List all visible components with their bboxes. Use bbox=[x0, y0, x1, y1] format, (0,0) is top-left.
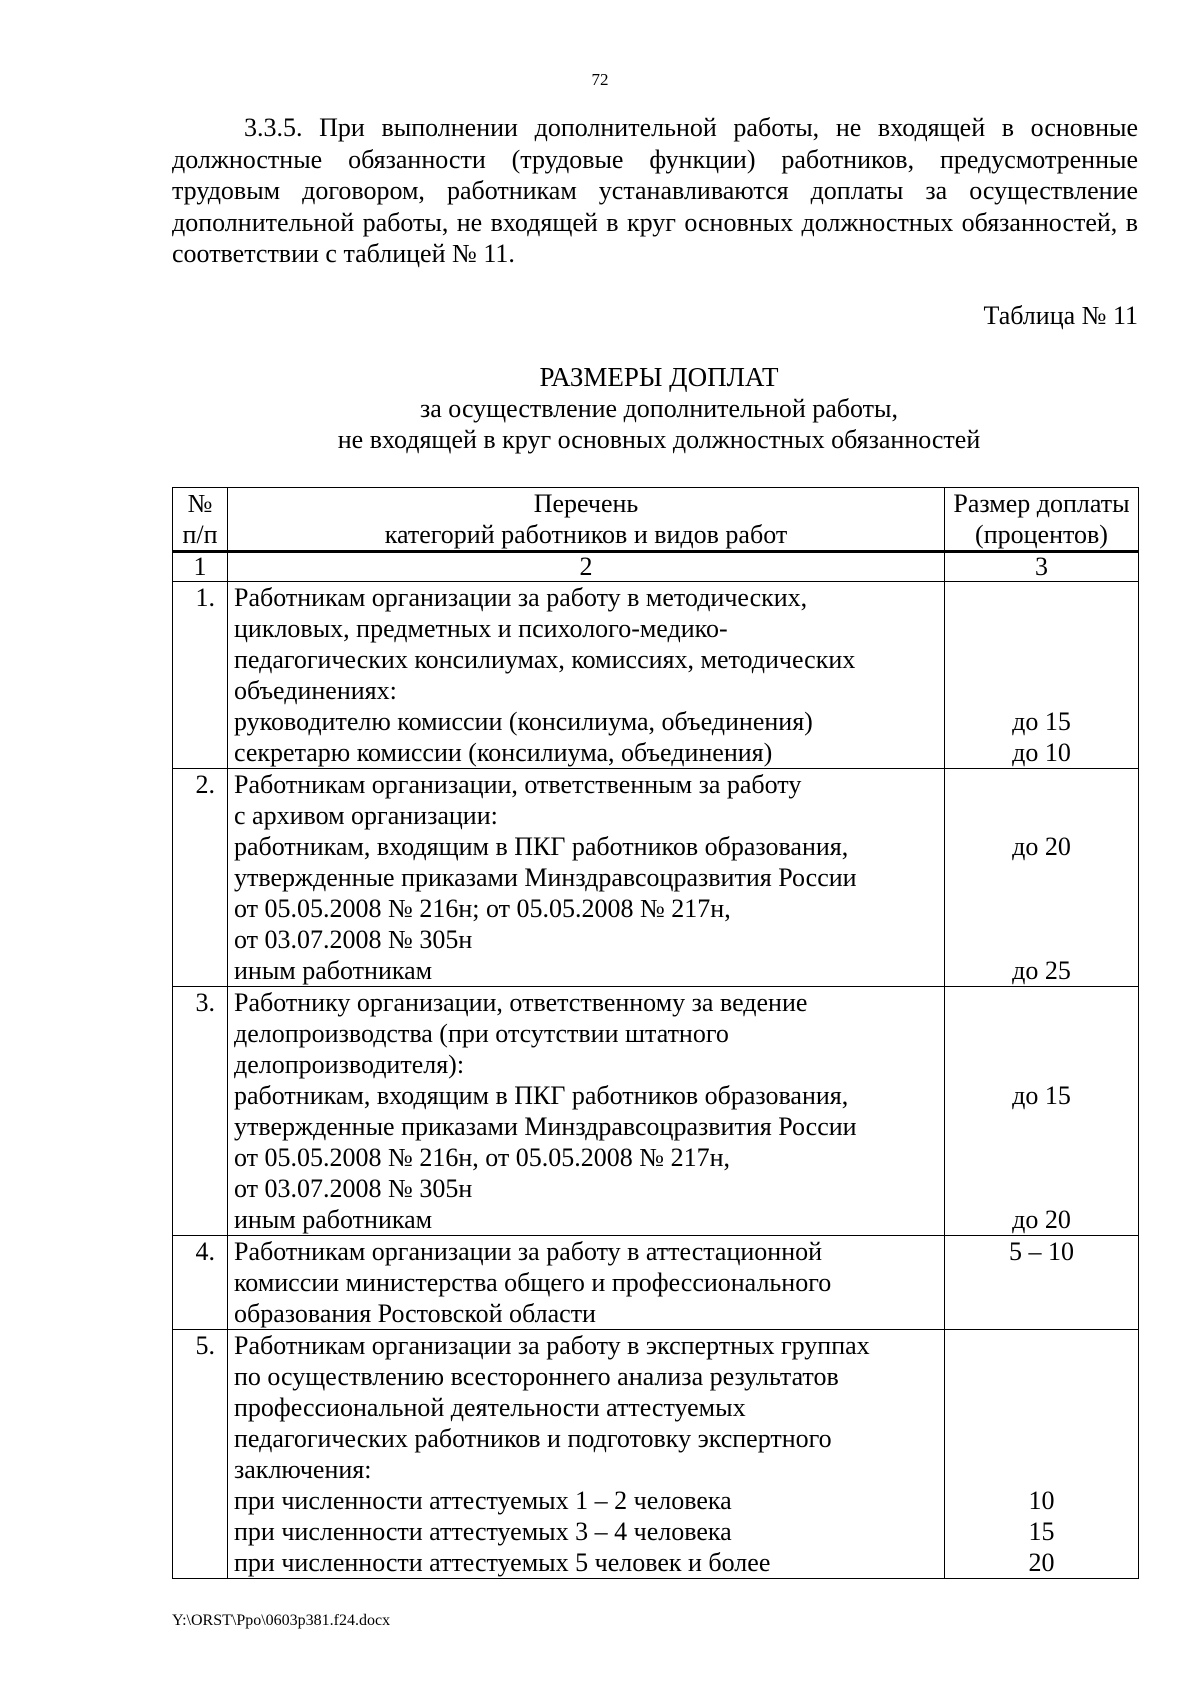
column-number: 3 bbox=[945, 552, 1139, 582]
value-line bbox=[951, 1142, 1132, 1173]
description-line: от 03.07.2008 № 305н bbox=[234, 1174, 473, 1203]
paragraph-3-3-5: 3.3.5. При выполнении дополнительной работы, не входящей в основные должностные обязанности (трудовые функции) работников, предусмотренные трудовым договором, работникам устанавливаются доплаты за осуществление дополнительной работы, не входящей в круг основных должностных обязанностей, в соответствии с таблицей № 11. bbox=[172, 113, 1138, 268]
description-line: от 05.05.2008 № 216н; от 05.05.2008 № 217н, bbox=[234, 894, 731, 923]
row-number: 3. bbox=[173, 987, 228, 1236]
value-line bbox=[951, 769, 1132, 800]
value-line bbox=[951, 1454, 1132, 1485]
table-title bbox=[0, 361, 1200, 455]
value-line: 20 bbox=[1028, 1548, 1055, 1577]
value-line bbox=[951, 1298, 1132, 1329]
value-line: до 20 bbox=[1012, 1205, 1071, 1234]
value-line bbox=[951, 1018, 1132, 1049]
description-line: педагогических консилиумах, комиссиях, методических bbox=[234, 645, 856, 674]
description-line: заключения: bbox=[234, 1455, 372, 1484]
value-line bbox=[951, 924, 1132, 955]
value-line: 5 – 10 bbox=[1009, 1237, 1074, 1266]
row-number: 1. bbox=[173, 582, 228, 769]
description-line: объединениях: bbox=[234, 676, 397, 705]
value-line bbox=[951, 1049, 1132, 1080]
page-number: 72 bbox=[591, 70, 609, 89]
row-surcharge-value bbox=[945, 1236, 1139, 1330]
description-line: с архивом организации: bbox=[234, 801, 498, 830]
column-number: 2 bbox=[228, 552, 945, 582]
value-line: 15 bbox=[1028, 1517, 1055, 1546]
file-path-footer: Y:\ORST\Ppo\0603p381.f24.docx bbox=[172, 1612, 391, 1629]
value-line bbox=[951, 582, 1132, 613]
value-line bbox=[951, 862, 1132, 893]
value-line bbox=[951, 893, 1132, 924]
row-number: 5. bbox=[173, 1330, 228, 1579]
value-line bbox=[951, 675, 1132, 706]
value-line bbox=[951, 1173, 1132, 1204]
description-line: комиссии министерства общего и профессионального bbox=[234, 1268, 832, 1297]
surcharge-table bbox=[172, 487, 1139, 1579]
description-line: работникам, входящим в ПКГ работников образования, bbox=[234, 832, 849, 861]
value-line bbox=[951, 1423, 1132, 1454]
header-val: Размер доплаты (процентов) bbox=[945, 488, 1139, 552]
value-line: 10 bbox=[1028, 1486, 1055, 1515]
description-line: иным работникам bbox=[234, 956, 433, 985]
value-line bbox=[951, 613, 1132, 644]
description-line: Работникам организации за работу в экспертных группах bbox=[234, 1331, 870, 1360]
description-line: Работникам организации за работу в методических, bbox=[234, 583, 808, 612]
row-number: 4. bbox=[173, 1236, 228, 1330]
description-line: от 03.07.2008 № 305н bbox=[234, 925, 473, 954]
row-description bbox=[228, 1236, 945, 1330]
value-line bbox=[951, 1330, 1132, 1361]
description-line: Работнику организации, ответственному за ведение bbox=[234, 988, 808, 1017]
description-line: утвержденные приказами Минздравсоцразвития России bbox=[234, 863, 857, 892]
description-line: от 05.05.2008 № 216н, от 05.05.2008 № 217н, bbox=[234, 1143, 730, 1172]
description-line: цикловых, предметных и психолого-медико- bbox=[234, 614, 728, 643]
title-sub-1: за осуществление дополнительной работы, bbox=[419, 394, 898, 423]
description-line: образования Ростовской области bbox=[234, 1299, 596, 1328]
description-line: иным работникам bbox=[234, 1205, 433, 1234]
description-line: делопроизводителя): bbox=[234, 1050, 465, 1079]
table-row bbox=[173, 769, 1139, 987]
table-label: Таблица № 11 bbox=[983, 301, 1138, 330]
description-line: при численности аттестуемых 5 человек и более bbox=[234, 1548, 771, 1577]
table-row bbox=[173, 987, 1139, 1236]
description-line: руководителю комиссии (консилиума, объединения) bbox=[234, 707, 813, 736]
column-number: 1 bbox=[173, 552, 228, 582]
row-description bbox=[228, 582, 945, 769]
row-description bbox=[228, 1330, 945, 1579]
description-line: Работникам организации за работу в аттестационной bbox=[234, 1237, 823, 1266]
row-surcharge-value bbox=[945, 1330, 1139, 1579]
value-line bbox=[951, 644, 1132, 675]
description-line: Работникам организации, ответственным за работу bbox=[234, 770, 802, 799]
value-line bbox=[951, 800, 1132, 831]
title-sub-2: не входящей в круг основных должностных обязанностей bbox=[337, 425, 981, 454]
row-surcharge-value bbox=[945, 987, 1139, 1236]
value-line bbox=[951, 1392, 1132, 1423]
value-line: до 25 bbox=[1012, 956, 1071, 985]
description-line: секретарю комиссии (консилиума, объединения) bbox=[234, 738, 773, 767]
description-line: работникам, входящим в ПКГ работников образования, bbox=[234, 1081, 849, 1110]
value-line: до 15 bbox=[1012, 1081, 1071, 1110]
row-surcharge-value bbox=[945, 582, 1139, 769]
table-row bbox=[173, 1236, 1139, 1330]
description-line: профессиональной деятельности аттестуемых bbox=[234, 1393, 746, 1422]
title-main: РАЗМЕРЫ ДОПЛАТ bbox=[539, 362, 779, 392]
table-row bbox=[173, 582, 1139, 769]
description-line: по осуществлению всестороннего анализа результатов bbox=[234, 1362, 839, 1391]
value-line bbox=[951, 1361, 1132, 1392]
description-line: при численности аттестуемых 1 – 2 человека bbox=[234, 1486, 732, 1515]
table-row bbox=[173, 1330, 1139, 1579]
row-number: 2. bbox=[173, 769, 228, 987]
description-line: делопроизводства (при отсутствии штатного bbox=[234, 1019, 729, 1048]
value-line bbox=[951, 1111, 1132, 1142]
value-line: до 10 bbox=[1012, 738, 1071, 767]
table-header-row bbox=[173, 488, 1139, 552]
row-surcharge-value bbox=[945, 769, 1139, 987]
header-num: № п/п bbox=[173, 488, 228, 552]
header-desc: Перечень категорий работников и видов работ bbox=[228, 488, 945, 552]
row-description bbox=[228, 769, 945, 987]
value-line bbox=[951, 987, 1132, 1018]
column-number-row bbox=[173, 552, 1139, 582]
description-line: педагогических работников и подготовку экспертного bbox=[234, 1424, 832, 1453]
row-description bbox=[228, 987, 945, 1236]
value-line: до 15 bbox=[1012, 707, 1071, 736]
value-line bbox=[951, 1267, 1132, 1298]
description-line: утвержденные приказами Минздравсоцразвития России bbox=[234, 1112, 857, 1141]
description-line: при численности аттестуемых 3 – 4 человека bbox=[234, 1517, 732, 1546]
value-line: до 20 bbox=[1012, 832, 1071, 861]
table-body bbox=[173, 582, 1139, 1579]
